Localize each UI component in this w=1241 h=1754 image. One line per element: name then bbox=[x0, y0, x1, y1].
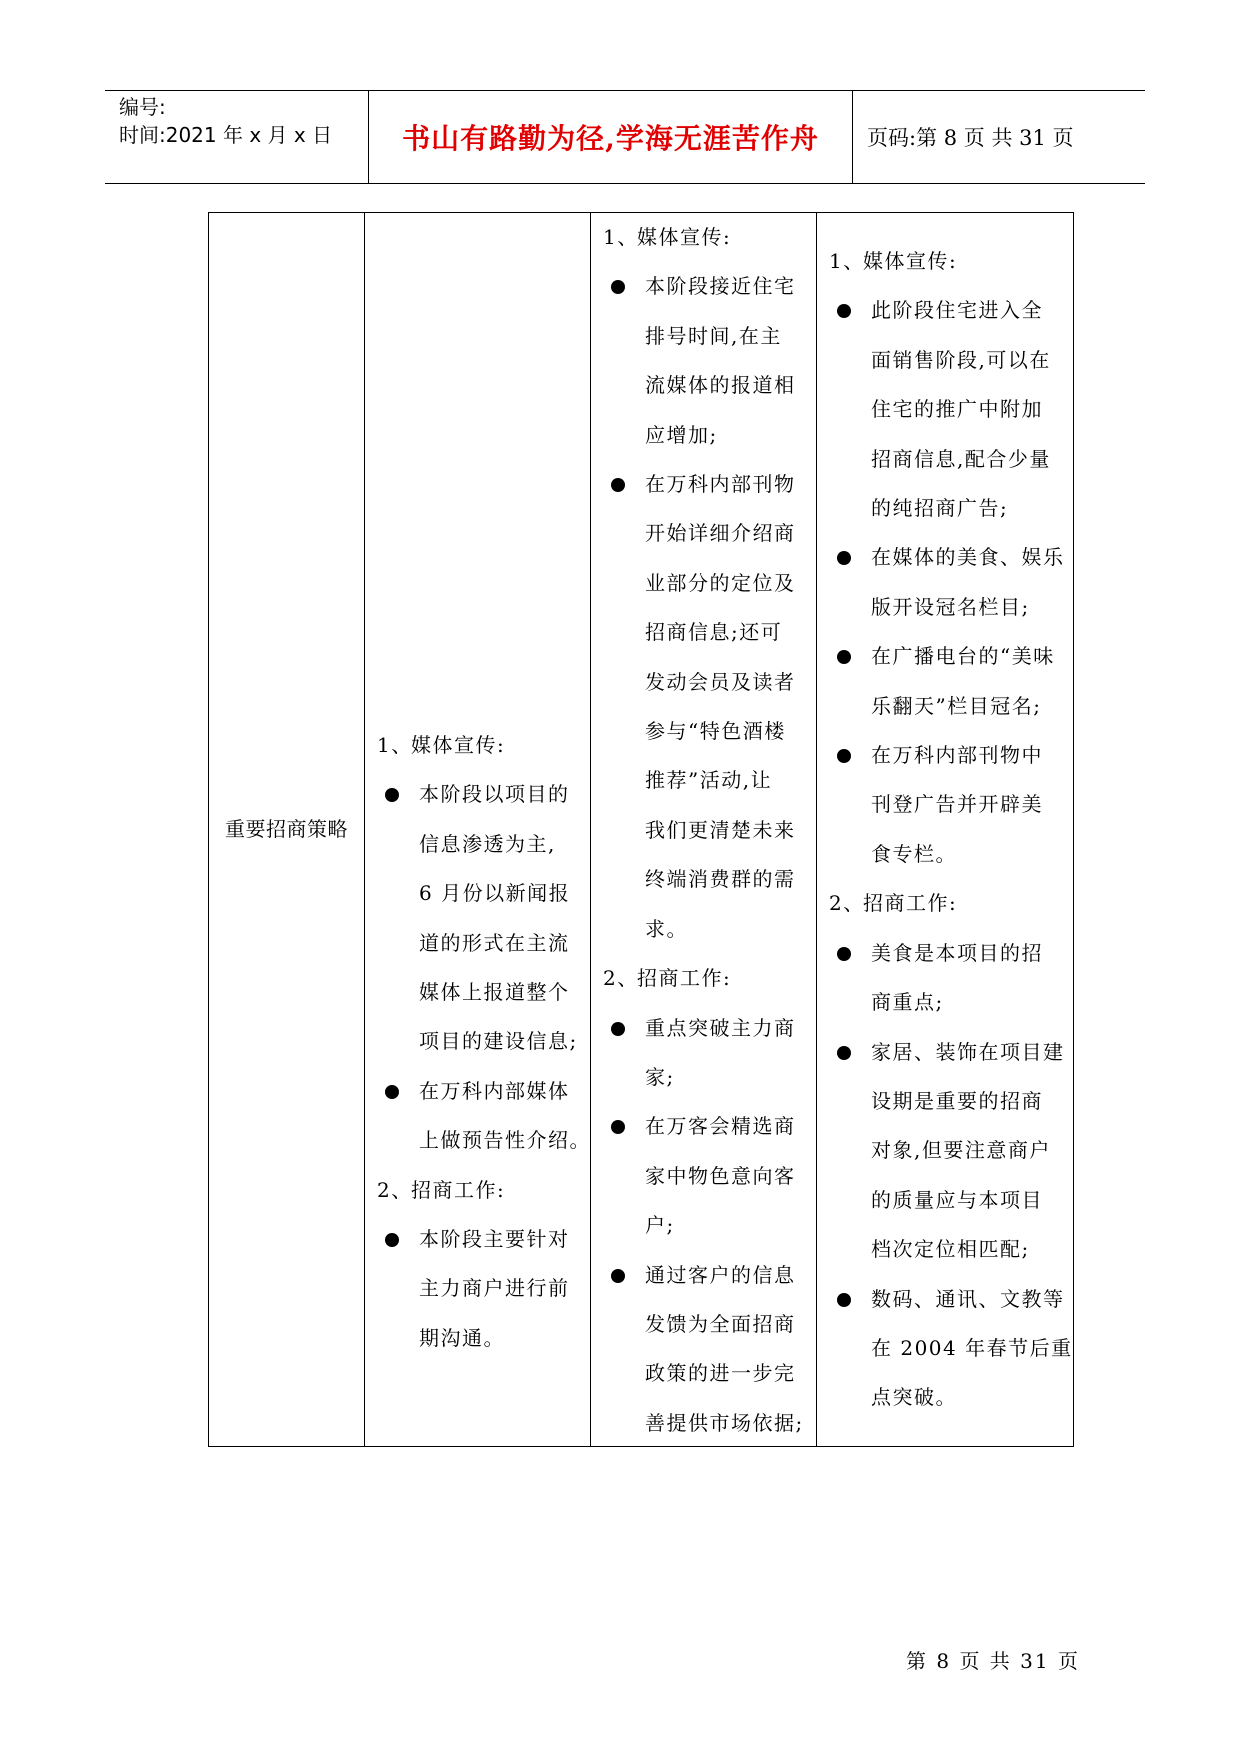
bullet-line: 善提供市场依据; bbox=[645, 1410, 804, 1435]
bullet-dot-icon bbox=[837, 749, 851, 763]
bullet-dot-icon bbox=[837, 1293, 851, 1307]
bullet-line: 发动会员及读者 bbox=[645, 669, 796, 694]
bullet-item bbox=[375, 1067, 591, 1166]
bullet-line: 项目的建设信息; bbox=[419, 1029, 578, 1054]
bullet-item bbox=[601, 262, 808, 460]
bullet-dot-icon bbox=[837, 1046, 851, 1060]
bullet-item bbox=[827, 929, 1065, 1028]
stage-3-content bbox=[827, 237, 1073, 1423]
stage-1-content bbox=[375, 721, 591, 1363]
bullet-line: 刊登广告并开辟美 bbox=[871, 792, 1043, 817]
bullet-item bbox=[601, 460, 808, 954]
bullet-line: 上做预告性介绍。 bbox=[419, 1128, 591, 1153]
bullet-item bbox=[827, 731, 1065, 879]
bullet-line: 面销售阶段,可以在 bbox=[871, 347, 1051, 372]
section-number: 1、 bbox=[377, 733, 413, 757]
section-title: 招商工作: bbox=[637, 966, 732, 991]
bullet-line: 重点突破主力商 bbox=[645, 1015, 796, 1040]
bullet-line: 发馈为全面招商 bbox=[645, 1311, 796, 1336]
bullet-line: 在万科内部媒体 bbox=[419, 1078, 570, 1103]
bullet-item bbox=[601, 1004, 808, 1103]
bullet-line: 我们更清楚未来 bbox=[645, 817, 796, 842]
bullet-line: 设期是重要的招商 bbox=[871, 1088, 1043, 1113]
bullet-item bbox=[375, 770, 582, 1066]
bullet-line: 商重点; bbox=[871, 990, 944, 1015]
bullet-line: 求。 bbox=[645, 916, 688, 941]
bullet-line: 点突破。 bbox=[871, 1385, 957, 1410]
bullet-line: 本阶段接近住宅 bbox=[645, 274, 796, 299]
bullet-line: 家; bbox=[645, 1064, 675, 1089]
bullet-line: 本阶段主要针对 bbox=[419, 1227, 570, 1252]
section-heading bbox=[827, 879, 1065, 928]
header-meta bbox=[105, 91, 369, 183]
bullet-dot-icon bbox=[611, 280, 625, 294]
stage-1-cell bbox=[365, 213, 591, 1446]
bullet-dot-icon bbox=[385, 788, 399, 802]
bullet-line: 6 月份以新闻报 bbox=[419, 881, 571, 906]
section-heading bbox=[375, 721, 582, 770]
section-title: 招商工作: bbox=[411, 1177, 506, 1202]
stage-3-cell bbox=[817, 213, 1073, 1446]
number-label: 编号: bbox=[119, 95, 166, 119]
bullet-item bbox=[827, 1028, 1065, 1275]
bullet-line: 流媒体的报道相 bbox=[645, 373, 796, 398]
bullet-line: 食专栏。 bbox=[871, 841, 957, 866]
section-title: 媒体宣传: bbox=[637, 225, 732, 249]
bullet-line: 招商信息;还可 bbox=[645, 620, 783, 645]
bullet-line: 信息渗透为主, bbox=[419, 831, 556, 856]
bullet-line: 户; bbox=[645, 1213, 675, 1238]
section-title: 招商工作: bbox=[863, 891, 958, 916]
bullet-dot-icon bbox=[837, 650, 851, 664]
bullet-line: 终端消费群的需 bbox=[645, 867, 796, 892]
section-number: 2、 bbox=[377, 1177, 413, 1202]
bullet-item bbox=[827, 286, 1065, 533]
bullet-dot-icon bbox=[611, 1269, 625, 1283]
bullet-dot-icon bbox=[611, 478, 625, 492]
bullet-item bbox=[827, 1275, 1073, 1423]
bullet-line: 在万科内部刊物中 bbox=[871, 743, 1043, 768]
bullet-line: 数码、通讯、文教等 bbox=[871, 1286, 1065, 1311]
section-number: 1、 bbox=[829, 249, 865, 273]
section-heading bbox=[601, 213, 808, 262]
bullet-line: 在媒体的美食、娱乐 bbox=[871, 545, 1065, 570]
time-label: 时间:2021 年 x 月 x 日 bbox=[119, 123, 333, 147]
bullet-line: 媒体上报道整个 bbox=[419, 980, 570, 1005]
bullet-line: 招商信息,配合少量 bbox=[871, 446, 1051, 471]
bullet-line: 此阶段住宅进入全 bbox=[871, 298, 1043, 323]
section-heading bbox=[827, 237, 1065, 286]
bullet-line: 在 2004 年春节后重 bbox=[871, 1335, 1073, 1360]
bullet-line: 对象,但要注意商户 bbox=[871, 1138, 1051, 1163]
page-footer: 第 8 页 共 31 页 bbox=[906, 1649, 1080, 1673]
bullet-dot-icon bbox=[837, 947, 851, 961]
bullet-dot-icon bbox=[837, 551, 851, 565]
bullet-line: 美食是本项目的招 bbox=[871, 940, 1043, 965]
stage-2-cell bbox=[591, 213, 817, 1446]
section-heading bbox=[375, 1166, 582, 1215]
bullet-item bbox=[375, 1215, 582, 1363]
bullet-dot-icon bbox=[611, 1120, 625, 1134]
stage-2-content bbox=[601, 213, 808, 1448]
bullet-item bbox=[827, 632, 1065, 731]
section-number: 2、 bbox=[829, 891, 865, 916]
section-number: 1、 bbox=[603, 225, 639, 249]
bullet-line: 应增加; bbox=[645, 422, 718, 447]
bullet-item bbox=[827, 533, 1065, 632]
bullet-dot-icon bbox=[385, 1085, 399, 1099]
bullet-line: 政策的进一步完 bbox=[645, 1361, 796, 1386]
row-label: 重要招商策略 bbox=[225, 817, 348, 841]
bullet-line: 家居、装饰在项目建 bbox=[871, 1039, 1065, 1064]
bullet-line: 推荐”活动,让 bbox=[645, 768, 773, 793]
section-heading bbox=[601, 954, 808, 1003]
bullet-line: 家中物色意向客 bbox=[645, 1163, 796, 1188]
bullet-item bbox=[601, 1251, 808, 1449]
bullet-line: 住宅的推广中附加 bbox=[871, 397, 1043, 422]
bullet-line: 通过客户的信息 bbox=[645, 1262, 796, 1287]
bullet-line: 开始详细介绍商 bbox=[645, 521, 796, 546]
row-label-cell bbox=[209, 213, 365, 1446]
header-page-info: 页码:第 8 页 共 31 页 bbox=[867, 126, 1074, 150]
bullet-line: 档次定位相匹配; bbox=[871, 1237, 1030, 1262]
bullet-line: 的质量应与本项目 bbox=[871, 1187, 1043, 1212]
bullet-line: 道的形式在主流 bbox=[419, 930, 570, 955]
bullet-line: 排号时间,在主 bbox=[645, 323, 782, 348]
bullet-line: 参与“特色酒楼 bbox=[645, 719, 786, 744]
bullet-dot-icon bbox=[611, 1022, 625, 1036]
bullet-dot-icon bbox=[385, 1233, 399, 1247]
bullet-line: 在万客会精选商 bbox=[645, 1114, 796, 1139]
bullet-line: 期沟通。 bbox=[419, 1325, 505, 1350]
bullet-line: 版开设冠名栏目; bbox=[871, 594, 1030, 619]
page-header bbox=[105, 90, 1145, 184]
strategy-table bbox=[208, 212, 1074, 1447]
header-motto: 书山有路勤为径,学海无涯苦作舟 bbox=[369, 91, 853, 183]
bullet-line: 的纯招商广告; bbox=[871, 496, 1009, 521]
bullet-dot-icon bbox=[837, 304, 851, 318]
section-title: 媒体宣传: bbox=[863, 249, 958, 273]
bullet-line: 乐翻天”栏目冠名; bbox=[871, 693, 1042, 718]
bullet-item bbox=[601, 1102, 808, 1250]
section-title: 媒体宣传: bbox=[411, 733, 506, 757]
bullet-line: 在万科内部刊物 bbox=[645, 472, 796, 497]
bullet-line: 主力商户进行前 bbox=[419, 1276, 570, 1301]
bullet-line: 在广播电台的“美味 bbox=[871, 644, 1055, 669]
section-number: 2、 bbox=[603, 966, 639, 991]
bullet-line: 业部分的定位及 bbox=[645, 570, 796, 595]
bullet-line: 本阶段以项目的 bbox=[419, 782, 570, 807]
